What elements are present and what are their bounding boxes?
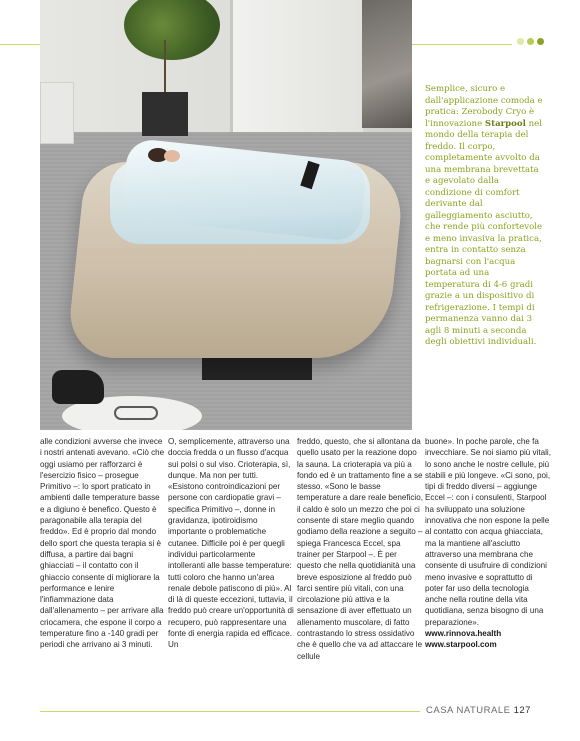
person-face [164, 150, 180, 162]
plant-trunk [164, 40, 166, 94]
footer-rule [40, 711, 420, 712]
sidebar-text-a: Semplice, sicuro e dall'applicazione comoda e pratica: Zerobody Cryo è l'innovazione [425, 84, 543, 129]
cryo-bed-photo [40, 0, 412, 430]
sidebar-brand: Starpool [484, 118, 526, 129]
dot-icon [517, 38, 524, 45]
link-rinnova[interactable]: www.rinnova.health [425, 629, 502, 639]
section-dots [517, 38, 544, 45]
sidebar-text-b: nel mondo della terapia del freddo. Il corpo, completamente avvolto da una membrana brevettata e agevolato dalla condizione di comfort derivante dal galleggiamento asciutto, che rende più confortevole e meno invasiva la pratica, entra in contatto senza bagnarsi con l'acqua portata ad una temperatura di 4-6 gradi grazie a un dispositivo di refrigerazione. I tempi di permanenza vanno dai 3 agli 8 minuti a seconda degli obiettivi individuali. [425, 118, 543, 347]
link-starpool[interactable]: www.starpool.com [425, 640, 497, 650]
sunglasses [114, 406, 158, 420]
column-4-text: buone». In poche parole, che fa invecchiare. Se noi siamo più vitali, lo sono anche le nostre cellule, più stabili e più longeve. «Ci sono, poi, tipi di freddo diversi – aggiunge Eccel –: con i consulenti, Starpool ha sviluppato una soluzione innovativa che non espone la pelle al contatto con acqua ghiacciata, ma la mantiene all'asciutto attraverso una membrana che consente di usufruire di condizioni meno invasive e soprattutto di poter far uso della tecnologia anche nella routine della vita quotidiana, senza bisogno di una preparazione». [425, 437, 551, 627]
plant-pot [142, 92, 188, 136]
handbag [52, 370, 104, 404]
page-number: 127 [513, 705, 531, 716]
article-column-3: freddo, questo, che si allontana da quello usato per la reazione dopo la sauna. La crioterapia va più a fondo ed è un trattamento fine a se stesso. «Sono le basse temperature a dare reale beneficio, il caldo è solo un mezzo che poi ci consente di stare meglio quando godiamo della reazione a seguito – spiega Francesca Eccel, spa trainer per Starpool –. È per questo che nella quotidianità una breve esposizione al freddo può farci sentire più vitali, con una circolazione più attiva e la sensazione di aver effettuato un allenamento muscolare, di fatto contrastando lo stress ossidativo che è quello che va ad attaccare le cellule [297, 437, 423, 661]
dot-icon [537, 38, 544, 45]
article-column-4 [425, 436, 551, 651]
article-column-2: O, semplicemente, attraverso una doccia fredda o un flusso d'acqua sui polsi o sul viso. Crioterapia, sì, dunque. Ma non per tutti. «Esistono controindicazioni per persone con cardiopatie gravi – specifica Primitivo –, donne in gravidanza, ipotiroidismo importante o problematiche cutanee. Difficile poi è per quegli individui particolarmente intolleranti alle basse temperature: tutti coloro che hanno un'area renale debole patiscono di più». Al di là di queste eccezioni, tuttavia, il freddo può creare un'opportunità di recupero, può rappresentare una fonte di energia rapida ed efficace. Un [168, 437, 294, 650]
dot-icon [527, 38, 534, 45]
photo-window [230, 0, 363, 150]
magazine-name: CASA NATURALE [426, 705, 511, 716]
article-column-1: alle condizioni avverse che invece i nostri antenati avevano. «Ciò che oggi usiamo per rafforzarci è l'esercizio fisico – prosegue Primitivo –: lo sport praticato in ambienti dalle temperature basse e a digiuno è benefico. Questo è paragonabile alla terapia del freddo». Ed è proprio dal mondo dello sport che questa terapia si è diffusa, a partire dai bagni ghiacciati – il contatto con il ghiaccio consente di migliorare la performance e lenire l'infiammazione data dall'allenamento – per arrivare alla criocamera, che espone il corpo a temperature fino a -140 gradi per periodi che arrivano ai 3 minuti. [40, 437, 165, 650]
photo-shelf [40, 82, 74, 144]
top-rule-right [412, 44, 512, 45]
page-folio [426, 705, 531, 716]
sidebar-caption [425, 84, 543, 349]
top-rule-left [0, 44, 40, 45]
photo-artwork [362, 0, 412, 128]
